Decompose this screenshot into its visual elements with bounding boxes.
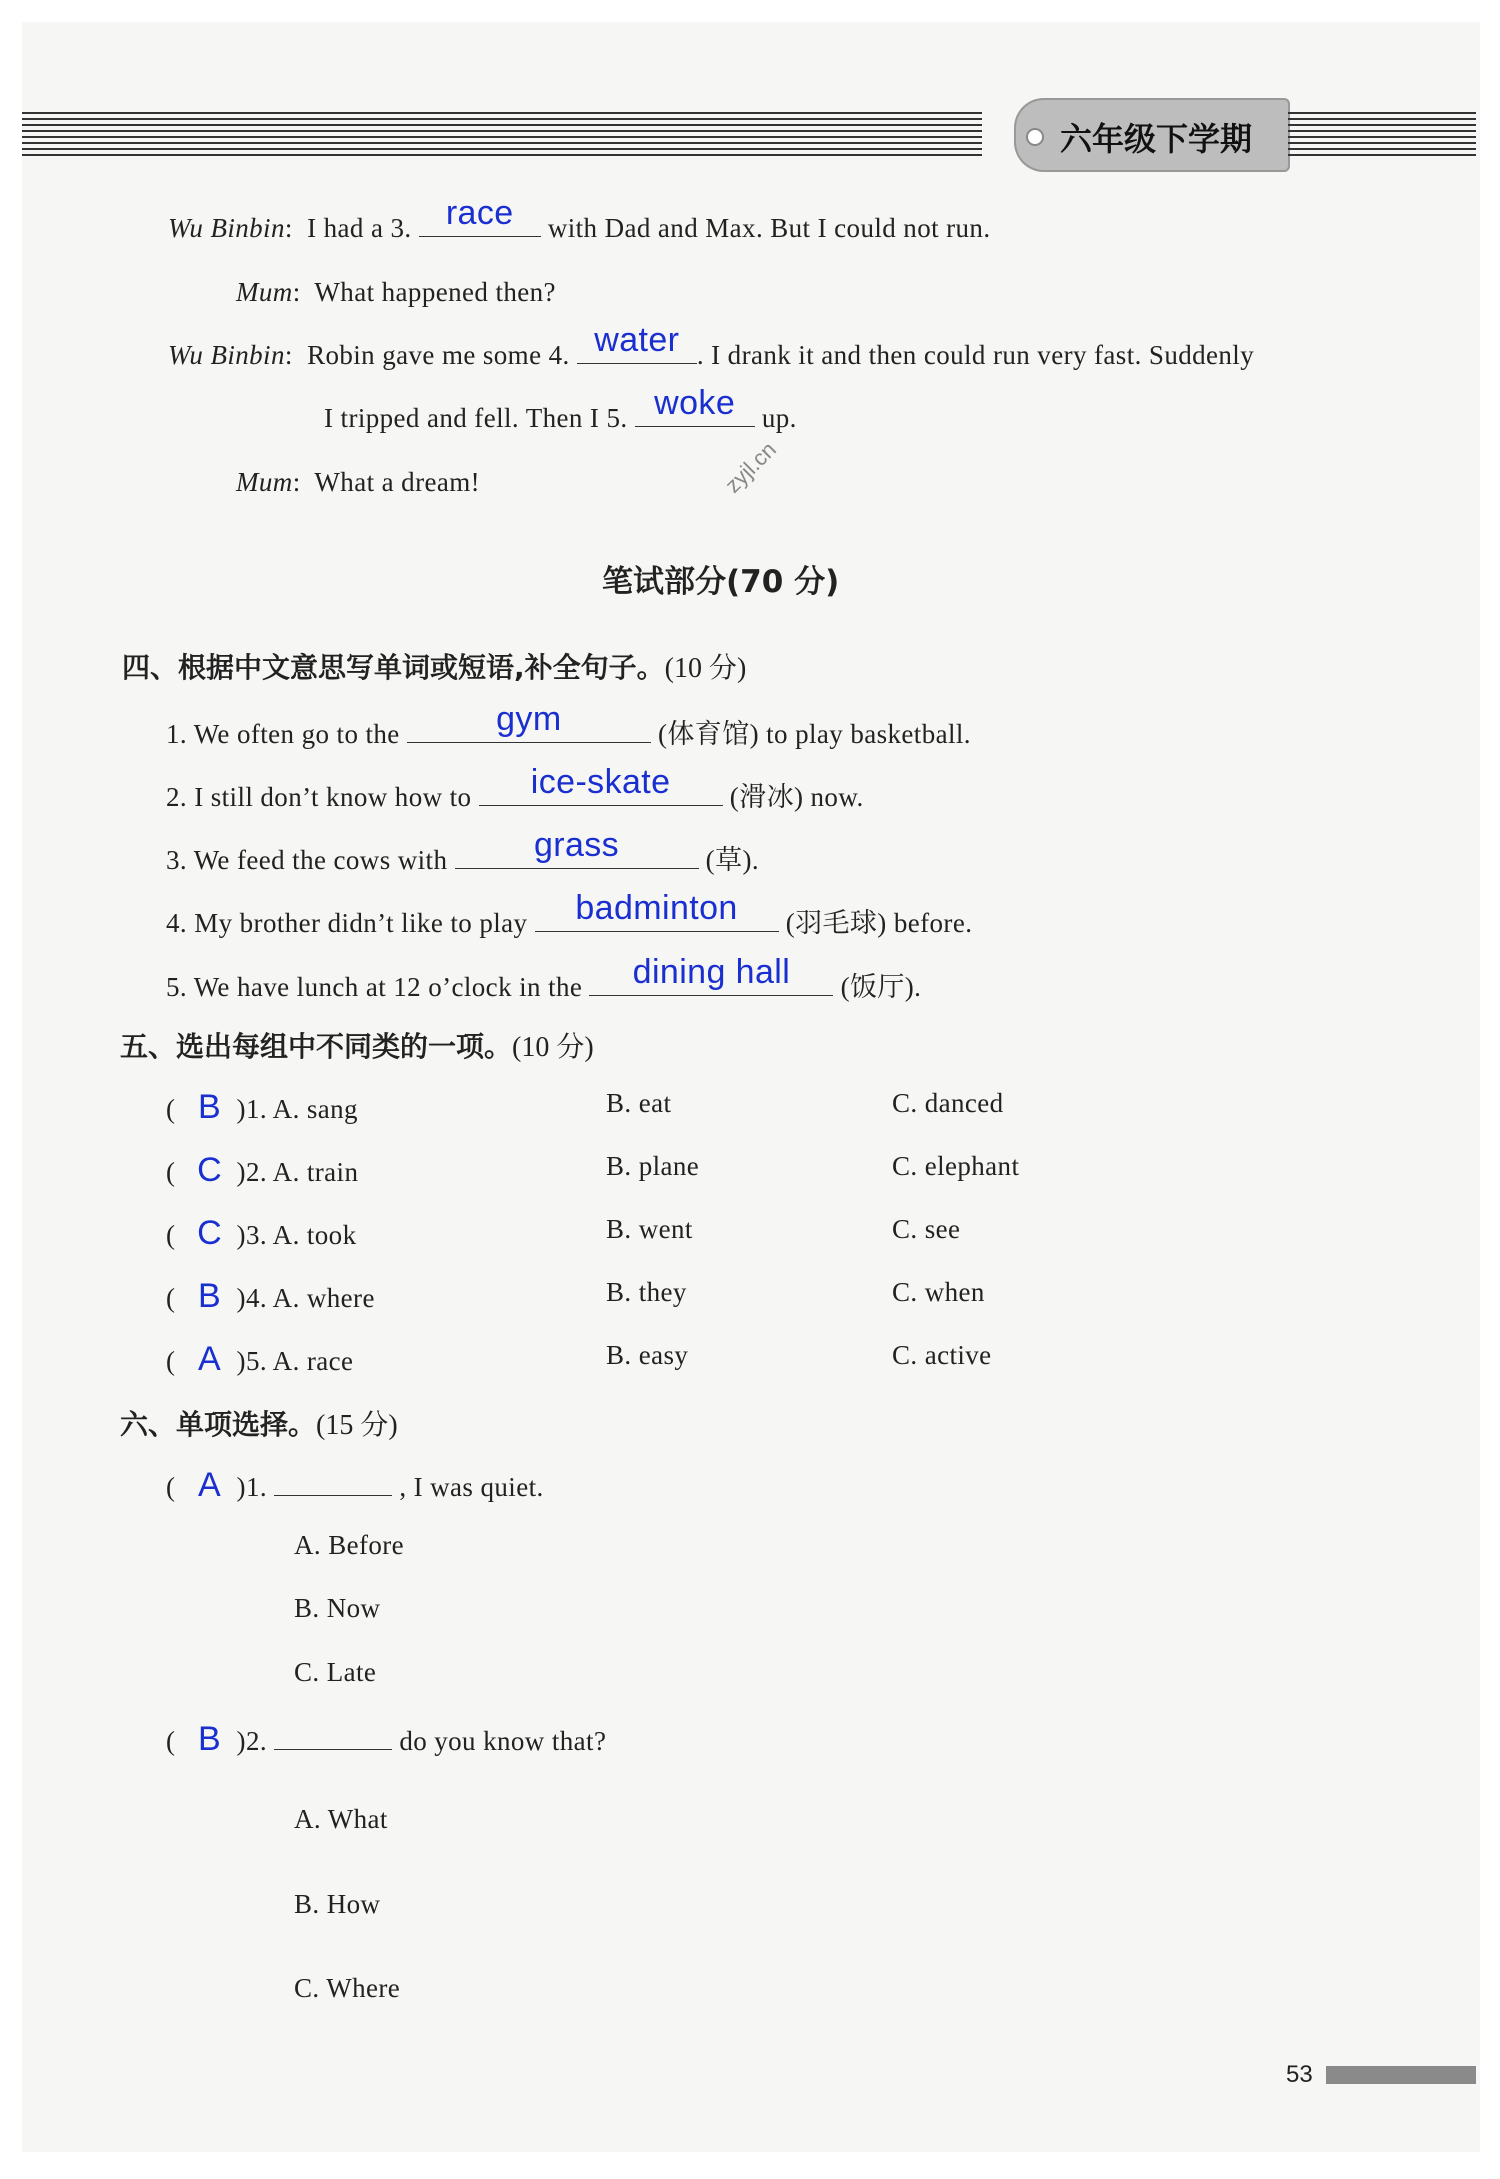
- s5-row-3: ( C )3. A. took: [166, 1214, 357, 1252]
- option-a: A. train: [272, 1157, 359, 1187]
- s5-row-4: ( B )4. A. where: [166, 1277, 375, 1315]
- item-number: )4.: [236, 1283, 267, 1313]
- speaker: Wu Binbin: [168, 340, 285, 370]
- handwritten-answer: woke: [654, 384, 736, 422]
- speaker: Mum: [236, 277, 293, 307]
- handwritten-answer: water: [594, 321, 680, 359]
- dialogue-text: with Dad and Max. But I could not run.: [547, 213, 991, 243]
- s5-row-3-c: C. see: [892, 1214, 961, 1244]
- handwritten-answer: grass: [533, 826, 620, 864]
- tab-dot-icon: [1026, 128, 1044, 146]
- page-number-bar: [1326, 2066, 1476, 2084]
- dialogue-text: What happened then?: [314, 277, 556, 307]
- item-number: )2.: [236, 1157, 267, 1187]
- handwritten-answer: B: [198, 1088, 222, 1126]
- dialogue-line-5: Mum: What a dream!: [236, 467, 481, 497]
- s5-row-5-c: C. active: [892, 1340, 992, 1370]
- item-text: (饭厅).: [840, 972, 922, 1002]
- s6-q2-option-b: B. How: [294, 1889, 381, 1919]
- answer-blank: [577, 321, 697, 364]
- s5-row-1-b: B. eat: [606, 1088, 672, 1118]
- dialogue-text: I tripped and fell. Then I 5.: [324, 403, 628, 433]
- section-title: 笔试部分(70 分): [602, 564, 840, 600]
- item-text: 2. I still don’t know how to: [166, 782, 472, 812]
- answer-blank: [407, 700, 651, 743]
- s5-row-4-b: B. they: [606, 1277, 687, 1307]
- points: (10 分): [512, 1032, 594, 1063]
- s5-row-4-c: C. when: [892, 1277, 985, 1307]
- s4-item-3: [166, 826, 760, 877]
- option-a: A. where: [272, 1283, 375, 1313]
- s6-q1: ( A )1. , I was quiet.: [166, 1466, 544, 1504]
- s6-q1-option-a: A. Before: [294, 1530, 405, 1560]
- heading-text: 六、单项选择。: [120, 1408, 317, 1441]
- question-stem: , I was quiet.: [399, 1472, 544, 1502]
- s5-row-2: ( C )2. A. train: [166, 1151, 359, 1189]
- grade-label: 六年级下学期: [1060, 120, 1253, 158]
- s4-item-4: [166, 889, 973, 940]
- handwritten-answer: A: [198, 1466, 222, 1504]
- item-text: 5. We have lunch at 12 o’clock in the: [166, 972, 583, 1002]
- dialogue-line-3: Wu Binbin: Robin gave me some 4. water . I drank it and then could run very fast. Suddenly: [168, 321, 1255, 370]
- handwritten-answer: C: [197, 1214, 223, 1252]
- answer-blank: [274, 1473, 392, 1496]
- dialogue-line-4: [324, 384, 797, 434]
- option-a: A. race: [272, 1346, 354, 1376]
- item-number: )3.: [236, 1220, 267, 1250]
- answer-blank: [535, 889, 779, 932]
- section6-heading: [120, 1403, 398, 1443]
- answer-blank: [479, 763, 723, 806]
- handwritten-answer: A: [198, 1340, 222, 1378]
- handwritten-answer: B: [198, 1277, 222, 1315]
- heading-text: 五、选出每组中不同类的一项。: [120, 1030, 513, 1063]
- s6-q1-option-c: C. Late: [294, 1657, 377, 1687]
- question-stem: do you know that?: [399, 1726, 607, 1756]
- header-rule-right: [1288, 112, 1476, 156]
- section4-heading: [122, 646, 746, 686]
- dialogue-line-2: Mum: What happened then?: [236, 277, 556, 307]
- handwritten-answer: C: [197, 1151, 223, 1189]
- dialogue-text: Robin gave me some 4.: [307, 340, 570, 370]
- s5-row-2-c: C. elephant: [892, 1151, 1020, 1181]
- points: (10 分): [664, 653, 747, 684]
- heading-text: 四、根据中文意思写单词或短语,补全句子。: [122, 651, 665, 684]
- s4-item-1: [166, 700, 971, 751]
- s5-row-1: ( B )1. A. sang: [166, 1088, 358, 1126]
- item-text: 4. My brother didn’t like to play: [166, 908, 528, 938]
- speaker: Mum: [236, 467, 293, 497]
- s6-q1-option-b: B. Now: [294, 1593, 381, 1623]
- dialogue-text: I had a 3.: [307, 213, 412, 243]
- item-text: (草).: [705, 845, 760, 875]
- s5-row-5-b: B. easy: [606, 1340, 689, 1370]
- s5-row-3-b: B. went: [606, 1214, 693, 1244]
- option-a: A. sang: [272, 1094, 358, 1124]
- dialogue-text: What a dream!: [314, 467, 481, 497]
- speaker: Wu Binbin: [168, 213, 285, 243]
- item-number: )2.: [236, 1726, 267, 1756]
- s5-row-2-b: B. plane: [606, 1151, 700, 1181]
- item-text: 1. We often go to the: [166, 719, 400, 749]
- item-text: 3. We feed the cows with: [166, 845, 448, 875]
- s5-row-5: ( A )5. A. race: [166, 1340, 354, 1378]
- item-text: (羽毛球) before.: [785, 908, 973, 938]
- item-text: (体育馆) to play basketball.: [658, 719, 971, 749]
- option-a: A. took: [272, 1220, 357, 1250]
- points: (15 分): [316, 1410, 398, 1441]
- handwritten-answer: gym: [496, 700, 562, 738]
- dialogue-text: . I drank it and then could run very fast. Suddenly: [696, 340, 1255, 370]
- answer-blank: [589, 953, 833, 996]
- dialogue-text: up.: [761, 403, 797, 433]
- dialogue-line-1: Wu Binbin: I had a 3. race with Dad and Max. But I could not run.: [168, 194, 991, 243]
- item-number: )1.: [236, 1094, 267, 1124]
- handwritten-answer: badminton: [575, 889, 738, 927]
- watermark: zyjl.cn: [720, 436, 781, 498]
- answer-blank: [635, 384, 755, 427]
- handwritten-answer: B: [198, 1720, 222, 1758]
- page-number: 53: [1286, 2061, 1313, 2088]
- answer-blank: [419, 194, 541, 237]
- item-text: (滑冰) now.: [729, 782, 864, 812]
- s6-q2: ( B )2. do you know that?: [166, 1720, 607, 1758]
- section5-heading: [120, 1025, 594, 1065]
- answer-blank: [274, 1727, 392, 1750]
- header-rule-left: [22, 112, 982, 156]
- item-number: )5.: [236, 1346, 267, 1376]
- item-number: )1.: [236, 1472, 267, 1502]
- answer-blank: [455, 826, 699, 869]
- s5-row-1-c: C. danced: [892, 1088, 1004, 1118]
- s4-item-5: [166, 953, 922, 1004]
- s4-item-2: [166, 763, 864, 814]
- s6-q2-option-c: C. Where: [294, 1973, 401, 2003]
- s6-q2-option-a: A. What: [294, 1804, 388, 1834]
- handwritten-answer: dining hall: [632, 953, 791, 991]
- handwritten-answer: ice-skate: [530, 763, 671, 801]
- handwritten-answer: race: [445, 194, 514, 232]
